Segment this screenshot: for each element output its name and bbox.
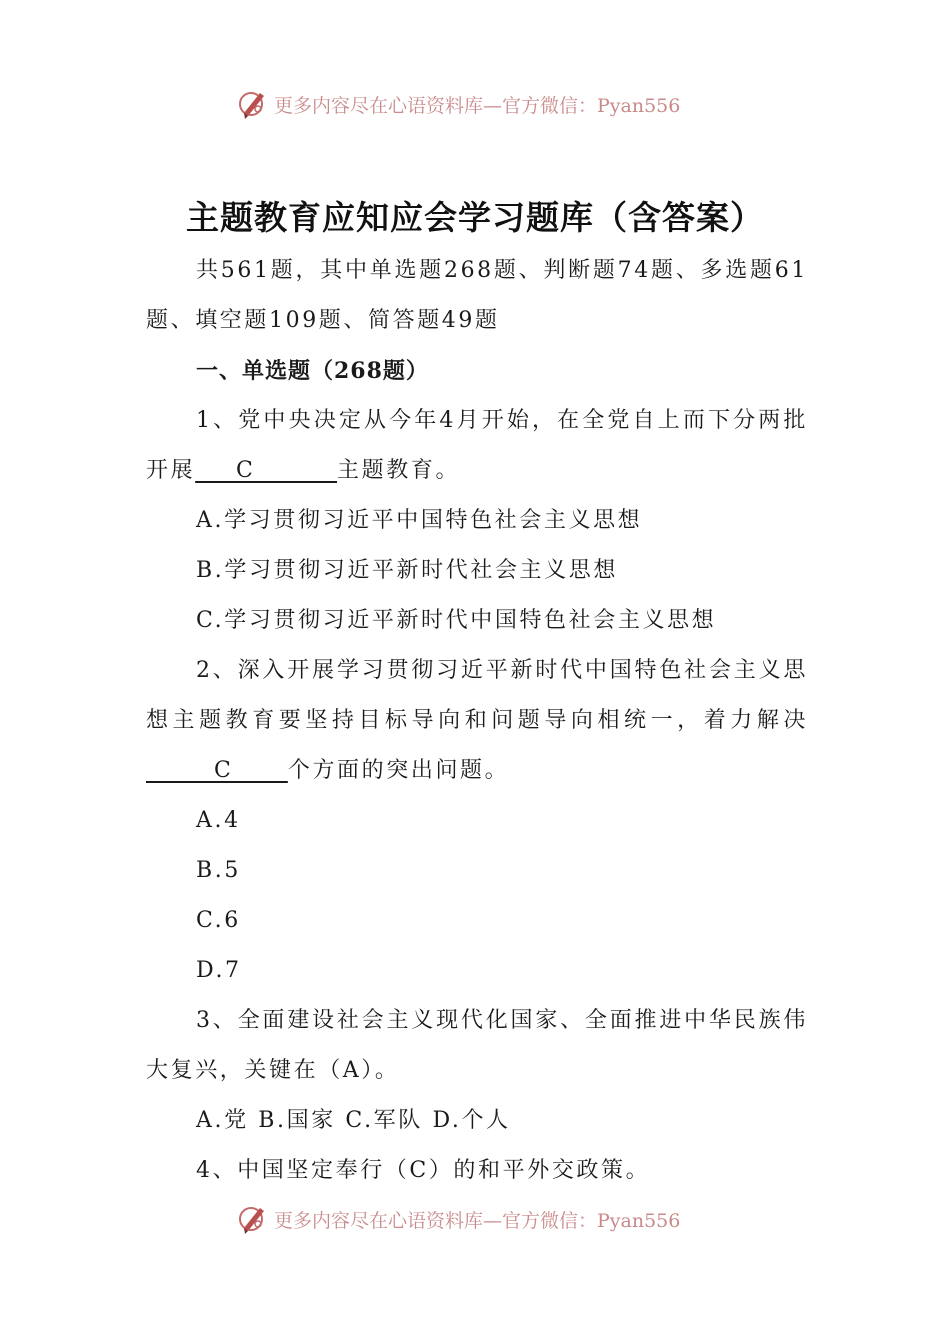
question-1-option-b: B.学习贯彻习近平新时代社会主义思想 <box>196 558 618 583</box>
question-2-option-d: D.7 <box>196 958 242 983</box>
page-title: 主题教育应知应会学习题库（含答案） <box>186 198 764 237</box>
question-2-option-c: C.6 <box>196 908 241 933</box>
question-3: 3、全面建设社会主义现代化国家、全面推进中华民族伟大复兴，关键在（A）。 <box>146 1008 808 1083</box>
watermark-footer <box>0 1203 950 1235</box>
pen-logo-icon <box>236 87 270 121</box>
question-1-option-c: C.学习贯彻习近平新时代中国特色社会主义思想 <box>196 608 717 633</box>
question-2-text: 2、深入开展学习贯彻习近平新时代中国特色社会主义思想主题教育要坚持目标导向和问题导向相统一，着力解决 <box>146 658 808 733</box>
question-1-text: 1、党中央决定从今年4月开始，在全党自上而下分两批开展 <box>146 408 808 483</box>
question-2 <box>146 646 808 796</box>
question-1 <box>146 396 808 496</box>
watermark-text: 更多内容尽在心语资料库—官方微信：Pyan556 <box>274 94 681 117</box>
question-1-option-a: A.学习贯彻习近平中国特色社会主义思想 <box>196 508 643 533</box>
question-3-options: A.党 B.国家 C.军队 D.个人 <box>196 1108 511 1133</box>
watermark-header <box>0 84 950 124</box>
question-2-tail: 个方面的突出问题。 <box>287 758 510 783</box>
section-heading: 一、单选题（268题） <box>196 358 429 384</box>
document-body <box>146 246 808 1196</box>
intro-paragraph: 共561题，其中单选题268题、判断题74题、多选题61题、填空题109题、简答题49题 <box>146 258 808 333</box>
question-1-tail: 主题教育。 <box>337 458 461 483</box>
question-4: 4、中国坚定奉行（C）的和平外交政策。 <box>196 1158 651 1183</box>
question-2-option-b: B.5 <box>196 858 241 883</box>
pen-logo-icon <box>236 1203 270 1235</box>
question-2-answer-blank: _____C____ <box>146 758 288 783</box>
watermark-footer-text: 更多内容尽在心语资料库—官方微信：Pyan556 <box>274 1209 681 1232</box>
question-1-answer-blank: ___C______ <box>195 458 338 483</box>
question-2-option-a: A.4 <box>196 808 241 833</box>
